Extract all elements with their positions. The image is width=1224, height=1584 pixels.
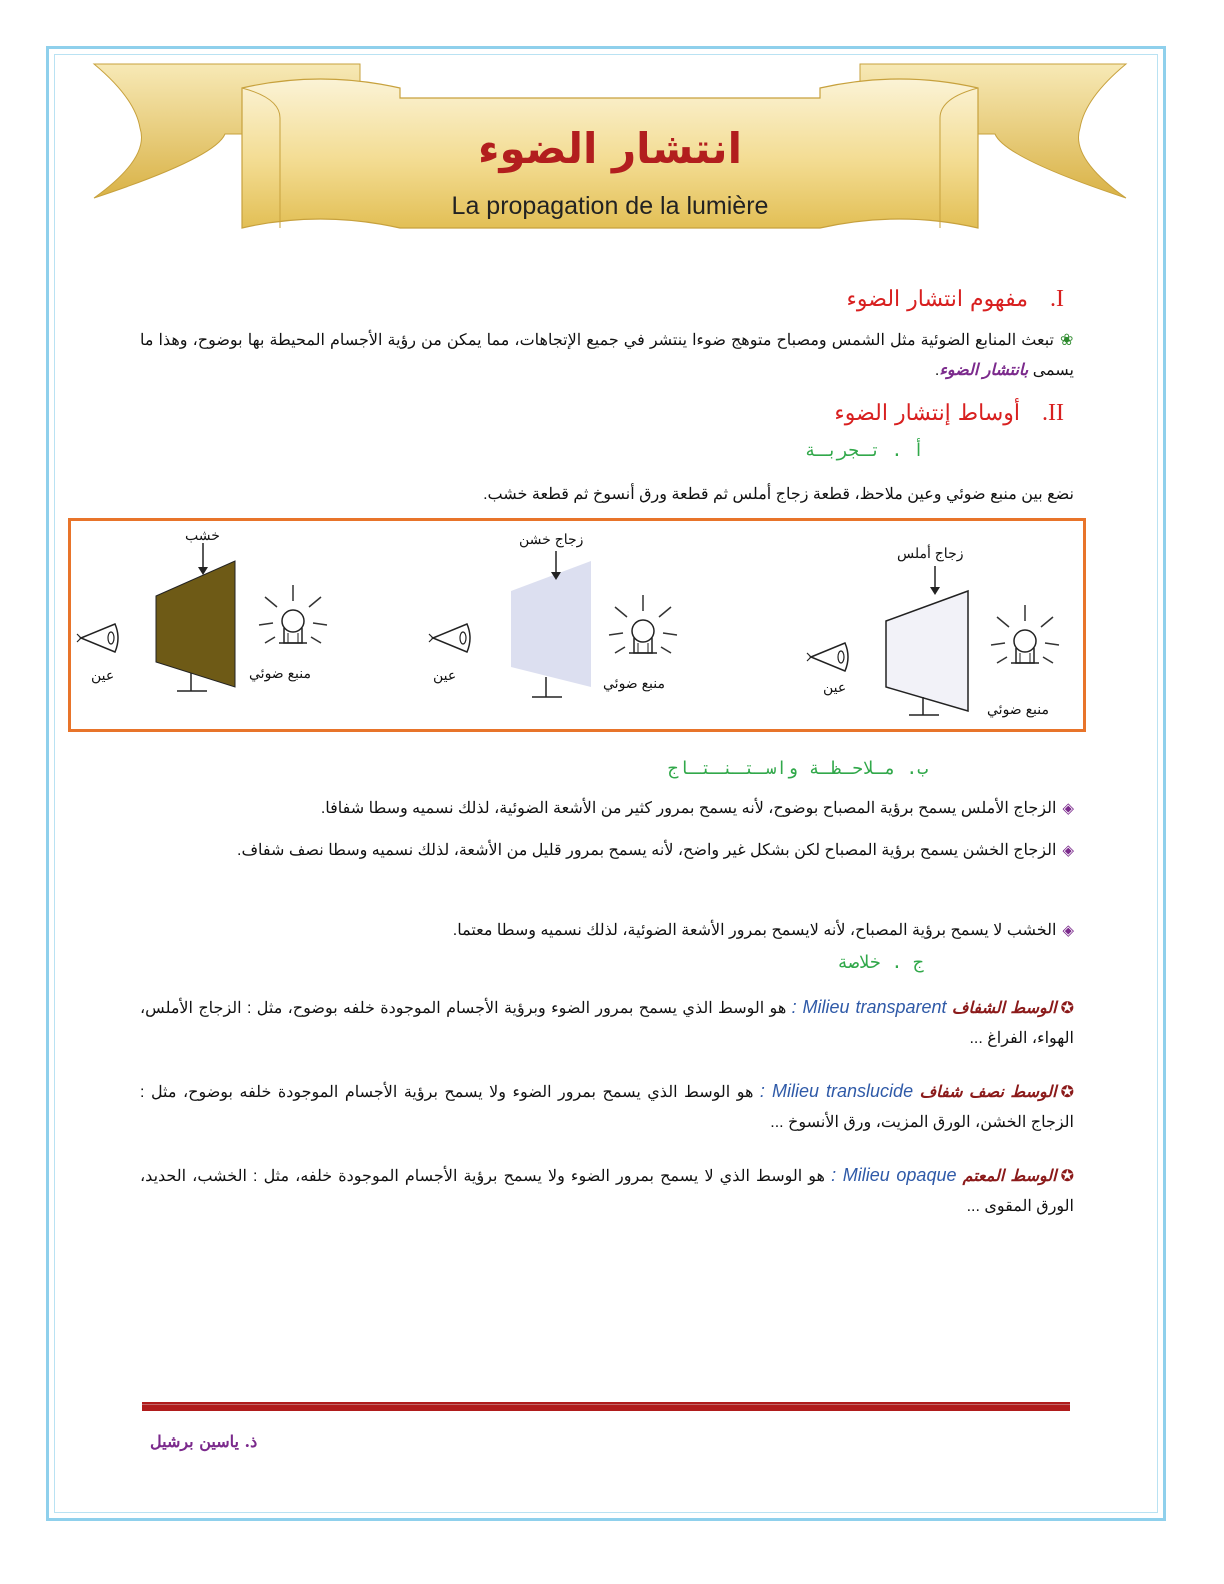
definition-text: هو الوسط الذي يسمح بمرور الضوء وبرؤية الأجسام الموجودة خلفه بوضوح، مثل : الزجاج الأملس، الهواء، الفراغ ... <box>140 1000 1074 1047</box>
page-border-inner <box>54 54 1158 1513</box>
definition-opaque <box>140 1160 1074 1222</box>
definition-french: Milieu opaque : <box>831 1165 957 1185</box>
eye-icon <box>77 624 118 652</box>
star-icon: ✪ <box>1060 1084 1075 1101</box>
observation-text: الزجاج الخشن يسمح برؤية المصباح لكن بشكل غير واضح، لأنه يسمح بمرور قليل من الأشعة، لذلك نسميه وسطا نصف شفاف. <box>237 842 1057 859</box>
diamond-bullet-icon: ◈ <box>1062 922 1074 939</box>
rough-glass <box>511 561 591 687</box>
section2-heading <box>834 400 1064 427</box>
section1-highlight: بانتشار الضوء <box>939 362 1029 379</box>
eye-icon <box>807 643 848 671</box>
lamp-icon <box>991 605 1059 663</box>
definition-transparent <box>140 992 1074 1054</box>
lamp-icon <box>609 595 677 653</box>
diamond-bullet-icon: ◈ <box>1062 842 1074 859</box>
leaf-icon: ❀ <box>1059 332 1075 349</box>
definition-term: الوسط نصف شفاف <box>919 1084 1057 1101</box>
section2-title: أوساط إنتشار الضوء <box>834 401 1021 426</box>
summary-heading: ج . خلاصة <box>837 952 924 973</box>
definition-french: Milieu translucide : <box>759 1081 914 1101</box>
page-title: انتشار الضوء <box>478 124 742 173</box>
label-rough-glass: زجاج خشن <box>519 531 584 547</box>
eye-icon <box>429 624 470 652</box>
label-smooth-glass: زجاج أملس <box>897 545 964 561</box>
section1-heading <box>847 286 1064 313</box>
definition-term: الوسط المعتم <box>962 1168 1057 1185</box>
section1-title: مفهوم انتشار الضوء <box>846 287 1028 312</box>
observation-item <box>140 794 1074 824</box>
definition-text: هو الوسط الذي لا يسمح بمرور الضوء ولا يسمح برؤية الأجسام الموجودة خلفه، مثل : الخشب، الحديد، الورق المقوى ... <box>140 1168 1074 1215</box>
section1-paragraph <box>140 326 1074 386</box>
smooth-glass <box>886 591 968 711</box>
observation-item <box>140 836 1074 866</box>
experiment-text: نضع بين منبع ضوئي وعين ملاحظ، قطعة زجاج أملس ثم قطعة ورق أنسوخ ثم قطعة خشب. <box>483 486 1074 503</box>
label-eye-left: عين <box>91 667 115 683</box>
section1-number: I. <box>1050 286 1064 312</box>
page-subtitle: La propagation de la lumière <box>451 192 769 220</box>
section1-text: تبعث المنابع الضوئية مثل الشمس ومصباح متوهج ضوءا ينتشر في جميع الإتجاهات، مما يمكن من رؤية الأجسام المحيطة بها بوضوح، وهذا ما يسمى <box>140 332 1074 379</box>
label-source-middle: منبع ضوئي <box>603 675 665 691</box>
definition-french: Milieu transparent : <box>791 997 947 1017</box>
section2-number: II. <box>1042 400 1064 426</box>
author-name: ذ. ياسين برشيل <box>150 1432 258 1451</box>
observation-text: الزجاج الأملس يسمح برؤية المصباح بوضوح، لأنه يسمح بمرور كثير من الأشعة الضوئية، لذلك نسميه وسطا شفافا. <box>320 800 1057 817</box>
star-icon: ✪ <box>1060 1168 1075 1185</box>
observation-item <box>140 916 1074 946</box>
observation-text: الخشب لا يسمح برؤية المصباح، لأنه لايسمح بمرور الأشعة الضوئية، لذلك نسميه وسطا معتما. <box>452 922 1057 939</box>
experiment-heading: أ . تـجربـة <box>804 440 924 461</box>
section1-text-end: . <box>934 362 940 379</box>
experiment-figure <box>68 518 1086 732</box>
definition-text: هو الوسط الذي يسمح بمرور الضوء ولا يسمح برؤية الأجسام الموجودة خلفه بوضوح، مثل : الزجاج الخشن، الورق المزيت، ورق الأنسوخ ... <box>140 1084 1074 1131</box>
label-source-right: منبع ضوئي <box>987 701 1049 717</box>
label-source-left: منبع ضوئي <box>249 665 311 681</box>
observation-heading: ب. مـلاحـظـة واسـتـنـتـاج <box>667 758 928 779</box>
lamp-icon <box>259 585 327 643</box>
wood-block <box>156 561 235 687</box>
label-eye-middle: عين <box>433 667 457 683</box>
definition-term: الوسط الشفاف <box>951 1000 1057 1017</box>
star-icon: ✪ <box>1060 1000 1074 1017</box>
definition-translucent <box>140 1076 1074 1138</box>
label-wood: خشب <box>185 527 220 543</box>
label-eye-right: عين <box>823 679 847 695</box>
footer-divider <box>142 1402 1070 1411</box>
diamond-bullet-icon: ◈ <box>1062 800 1074 817</box>
